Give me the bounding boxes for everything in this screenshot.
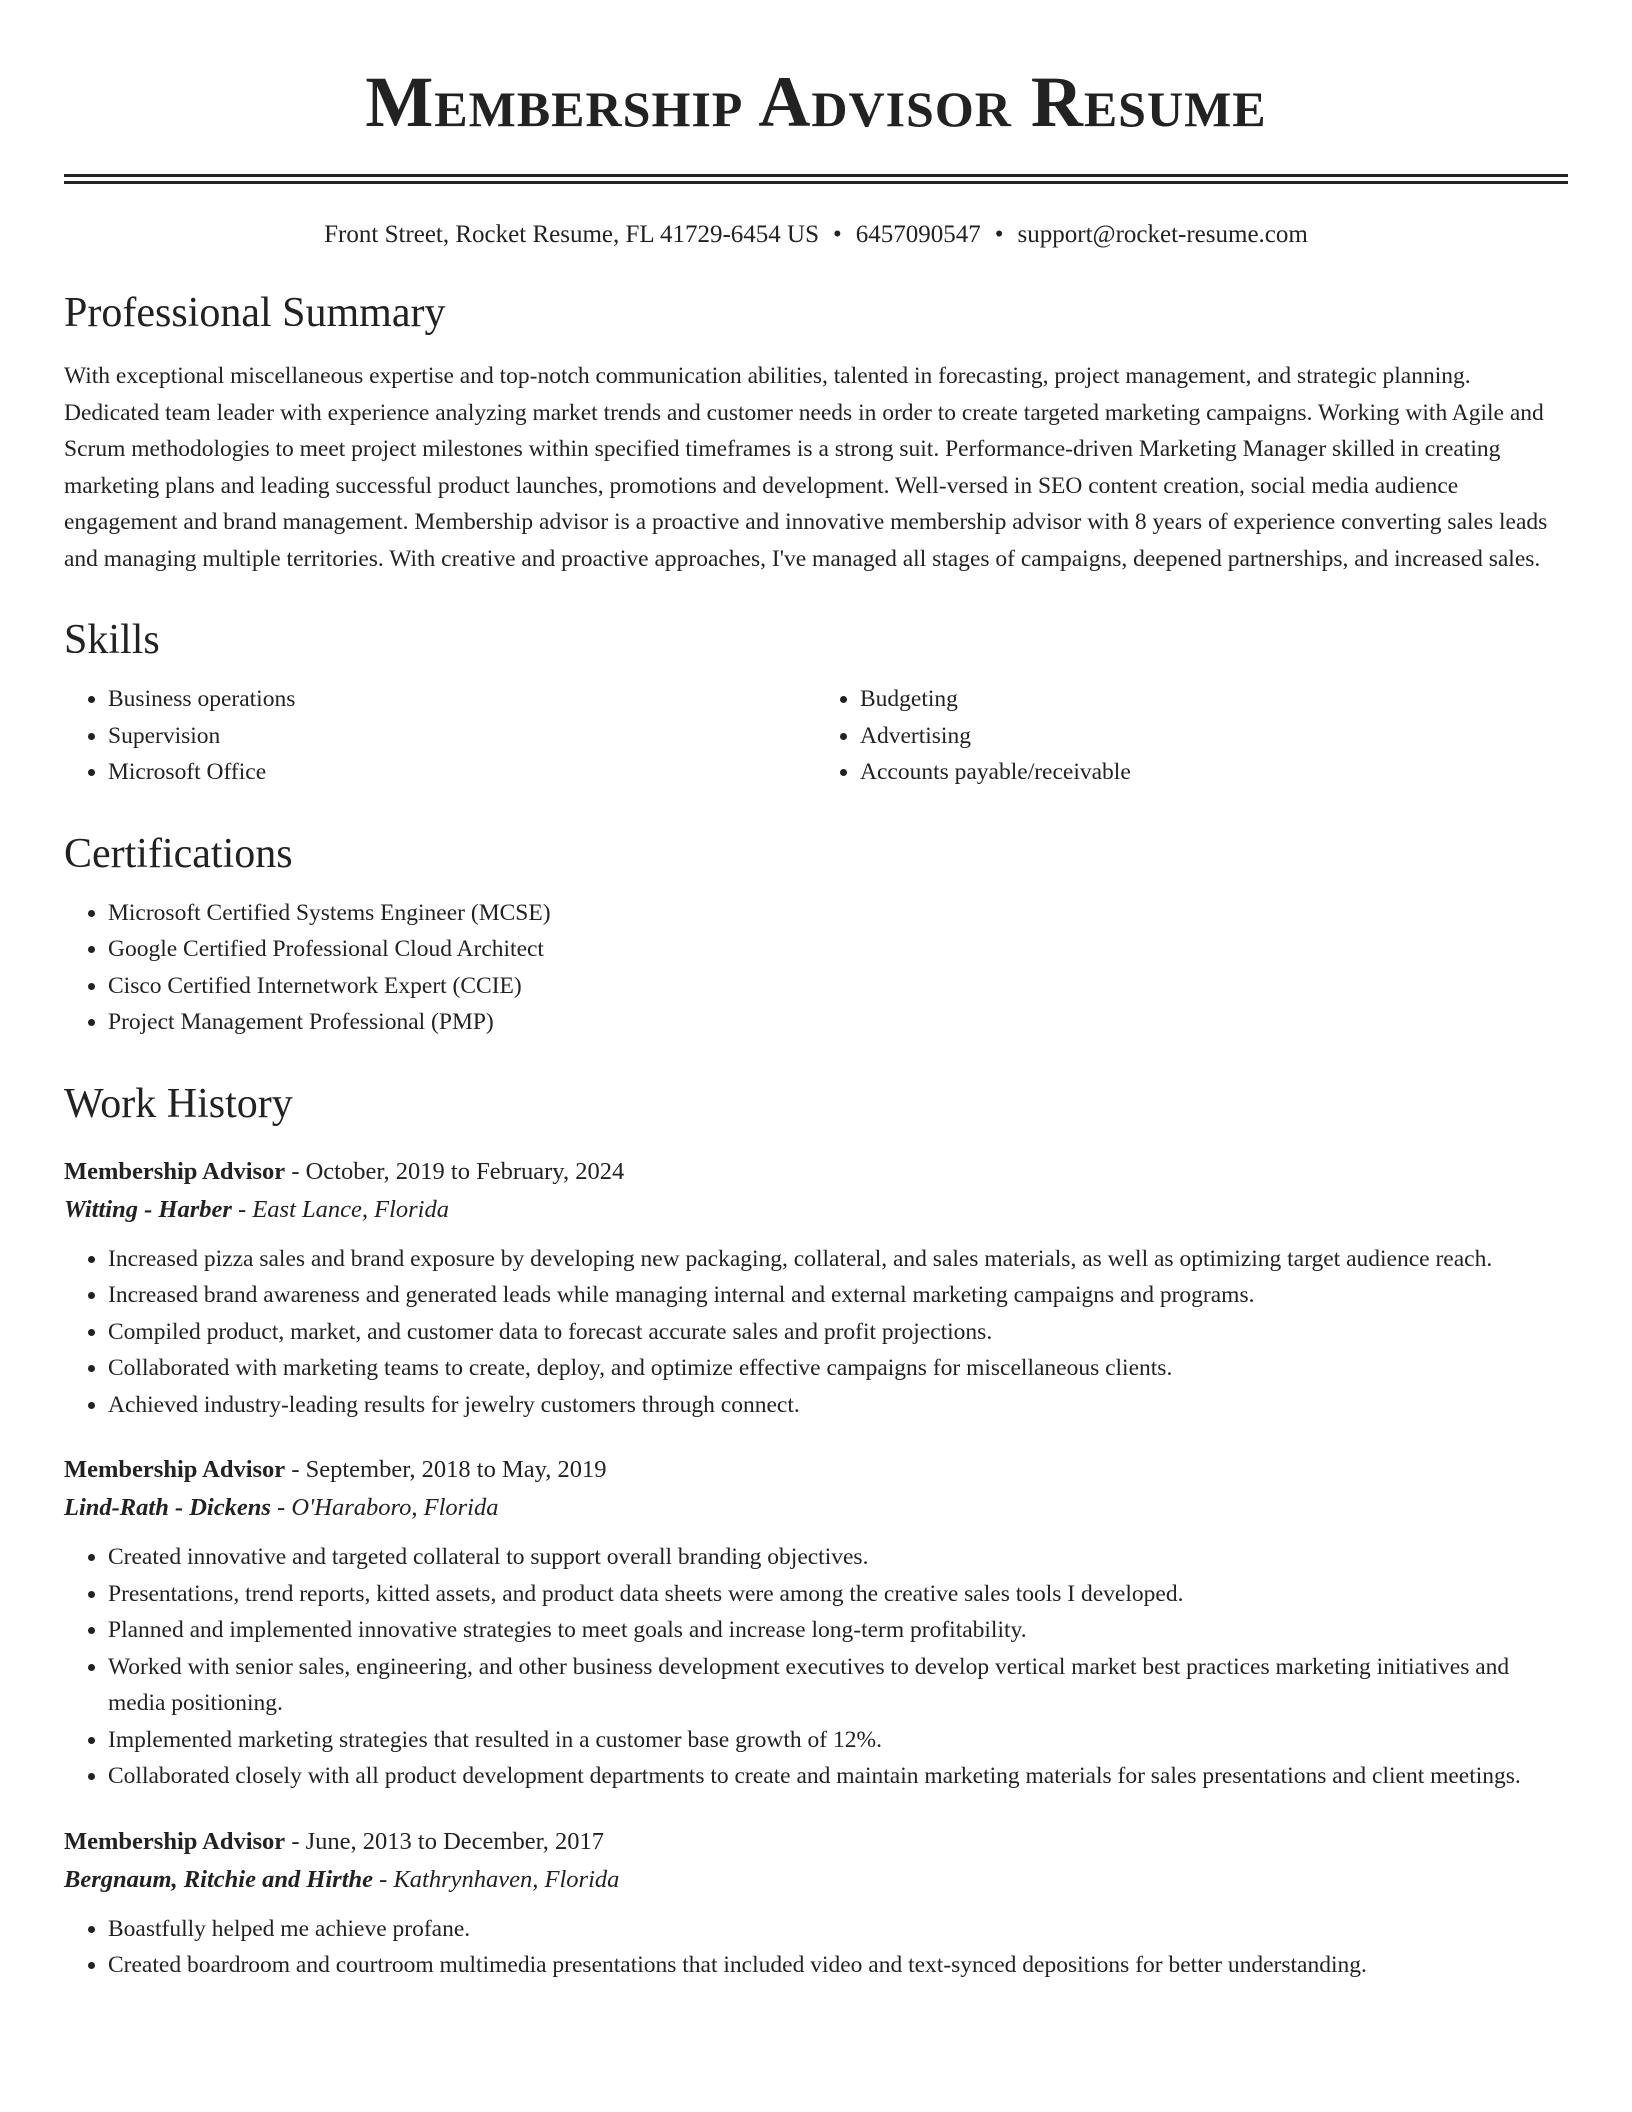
job-bullets bbox=[64, 1539, 1568, 1795]
job-bullet: • Collaborated with marketing teams to create, deploy, and optimize effective campaigns for miscellaneous clients. bbox=[108, 1350, 1568, 1387]
job-bullet: • Increased brand awareness and generated leads while managing internal and external marketing campaigns and programs. bbox=[108, 1277, 1568, 1314]
skill-item: • Accounts payable/receivable bbox=[860, 754, 1568, 791]
certifications-list bbox=[64, 895, 1568, 1041]
job-bullet: • Created innovative and targeted collateral to support overall branding objectives. bbox=[108, 1539, 1568, 1576]
job-dash: - bbox=[231, 1195, 253, 1223]
contact-line bbox=[64, 220, 1568, 250]
contact-email: support@rocket-resume.com bbox=[1017, 221, 1308, 248]
job-company: Lind-Rath - Dickens bbox=[64, 1494, 271, 1521]
job-entry bbox=[64, 1153, 1568, 1424]
job-bullet: • Boastfully helped me achieve profane. bbox=[108, 1911, 1568, 1948]
job-company-line bbox=[64, 1191, 1568, 1229]
job-title: Membership Advisor bbox=[64, 1827, 286, 1855]
job-dash: - bbox=[373, 1865, 394, 1893]
job-dash: - bbox=[270, 1494, 292, 1521]
skill-item: • Budgeting bbox=[860, 681, 1568, 718]
job-bullets bbox=[64, 1241, 1568, 1424]
title-divider bbox=[64, 174, 1568, 184]
job-location: Kathrynhaven, Florida bbox=[393, 1865, 620, 1893]
skill-item: • Microsoft Office bbox=[108, 754, 816, 791]
summary-heading: Professional Summary bbox=[64, 290, 446, 336]
contact-separator: • bbox=[994, 221, 1004, 248]
job-company-line bbox=[64, 1489, 1568, 1527]
contact-separator: • bbox=[833, 221, 842, 248]
job-bullet: • Planned and implemented innovative strategies to meet goals and increase long-term profitability. bbox=[108, 1612, 1568, 1649]
job-entry bbox=[64, 1823, 1568, 1984]
skills-columns bbox=[64, 681, 1568, 791]
certification-item: • Google Certified Professional Cloud Architect bbox=[108, 931, 1568, 968]
skill-item: • Supervision bbox=[108, 718, 816, 755]
summary-text: With exceptional miscellaneous expertise and top-notch communication abilities, talented in forecasting, project management, and strategic planning. Dedicated team leader with experience analyzing market trends and customer needs in order to create targeted marketing campaigns. Working with Agile and Scrum methodologies to meet project milestones within specified timeframes is a strong suit. Performance-driven Marketing Manager skilled in creating marketing plans and leading successful product launches, promotions and development. Well-versed in SEO content creation, social media audience engagement and brand management. Membership advisor is a proactive and innovative membership advisor with 8 years of experience converting sales leads and managing multiple territories. With creative and proactive approaches, I've managed all stages of campaigns, deepened partnerships, and increased sales. bbox=[64, 363, 1548, 572]
job-title-line bbox=[64, 1153, 1568, 1191]
job-dates: September, 2018 to May, 2019 bbox=[305, 1456, 607, 1483]
job-bullet: • Compiled product, market, and customer data to forecast accurate sales and profit projections. bbox=[108, 1314, 1568, 1351]
job-bullet: • Created boardroom and courtroom multimedia presentations that included video and text-synced depositions for better understanding. bbox=[108, 1947, 1568, 1984]
contact-address: Front Street, Rocket Resume, FL 41729-6454 US bbox=[324, 221, 820, 248]
work-history-heading: Work History bbox=[64, 1080, 293, 1127]
job-dash: - bbox=[285, 1157, 306, 1185]
job-entry bbox=[64, 1451, 1568, 1795]
page-title: Membership Advisor Resume bbox=[365, 62, 1267, 142]
skills-heading: Skills bbox=[64, 617, 160, 663]
job-bullet: • Achieved industry-leading results for jewelry customers through connect. bbox=[108, 1387, 1568, 1424]
job-dates: June, 2013 to December, 2017 bbox=[305, 1827, 604, 1855]
job-bullet: • Implemented marketing strategies that resulted in a customer base growth of 12%. bbox=[108, 1722, 1568, 1759]
job-bullets bbox=[64, 1911, 1568, 1984]
job-company: Witting - Harber bbox=[64, 1195, 232, 1223]
certification-item: • Project Management Professional (PMP) bbox=[108, 1004, 1568, 1041]
skills-right-list bbox=[816, 681, 1568, 791]
job-dash: - bbox=[285, 1827, 306, 1855]
job-title-line bbox=[64, 1451, 1568, 1489]
job-location: East Lance, Florida bbox=[252, 1195, 449, 1223]
skill-item: • Business operations bbox=[108, 681, 816, 718]
job-title: Membership Advisor bbox=[64, 1157, 286, 1185]
job-bullet: • Presentations, trend reports, kitted assets, and product data sheets were among the creative sales tools I developed. bbox=[108, 1576, 1568, 1613]
certification-item: • Cisco Certified Internetwork Expert (CCIE) bbox=[108, 968, 1568, 1005]
job-company: Bergnaum, Ritchie and Hirthe bbox=[64, 1865, 374, 1893]
skill-item: • Advertising bbox=[860, 718, 1568, 755]
job-dash: - bbox=[285, 1456, 306, 1483]
skills-left-list bbox=[64, 681, 816, 791]
job-company-line bbox=[64, 1861, 1568, 1899]
job-bullet: • Collaborated closely with all product development departments to create and maintain marketing materials for sales presentations and client meetings. bbox=[108, 1758, 1568, 1795]
job-title-line bbox=[64, 1823, 1568, 1861]
job-dates: October, 2019 to February, 2024 bbox=[305, 1157, 625, 1185]
certification-item: • Microsoft Certified Systems Engineer (MCSE) bbox=[108, 895, 1568, 932]
contact-phone: 6457090547 bbox=[855, 221, 981, 248]
certifications-heading: Certifications bbox=[64, 830, 293, 877]
job-title: Membership Advisor bbox=[64, 1456, 286, 1483]
job-location: O'Haraboro, Florida bbox=[291, 1494, 499, 1521]
job-bullet: • Worked with senior sales, engineering, and other business development executives to develop vertical market best practices marketing initiatives and media positioning. bbox=[108, 1649, 1568, 1722]
job-bullet: • Increased pizza sales and brand exposure by developing new packaging, collateral, and sales materials, as well as optimizing target audience reach. bbox=[108, 1241, 1568, 1278]
